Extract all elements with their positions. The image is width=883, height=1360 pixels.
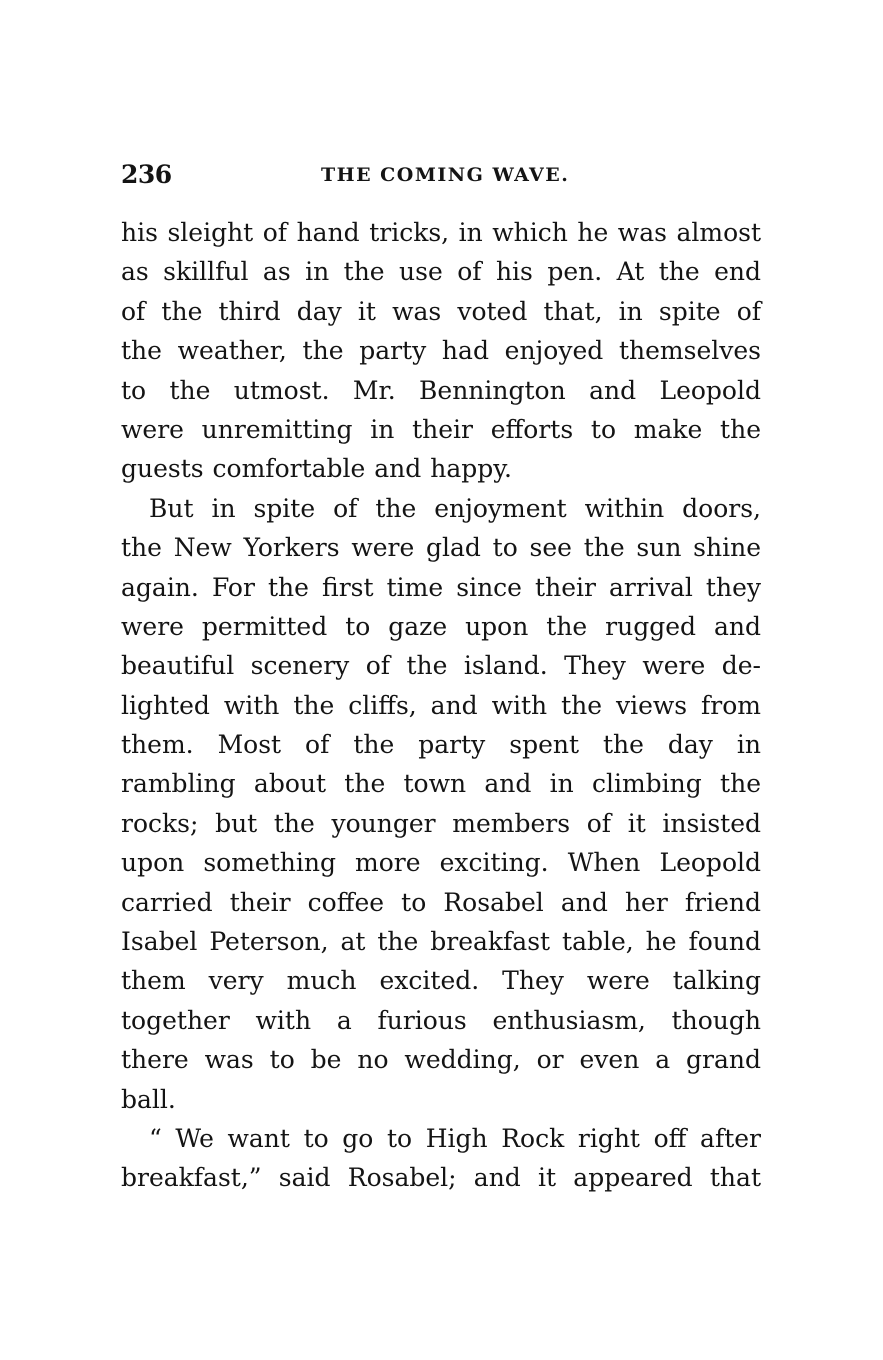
text-line: But in spite of the enjoyment within doors, bbox=[149, 493, 761, 523]
text-line: again. For the first time since their arrival they bbox=[121, 572, 761, 602]
text-line: together with a furious enthusiasm, though bbox=[121, 1005, 761, 1035]
page-header bbox=[121, 160, 761, 192]
text-line: the New Yorkers were glad to see the sun shine bbox=[121, 533, 761, 563]
text-line: “ We want to go to High Rock right off after bbox=[149, 1123, 761, 1153]
text-line: breakfast,” said Rosabel; and it appeared that bbox=[121, 1163, 761, 1193]
text-line: rocks; but the younger members of it insisted bbox=[121, 808, 761, 838]
text-line: lighted with the cliffs, and with the views from bbox=[121, 690, 761, 720]
text-line: rambling about the town and in climbing the bbox=[121, 769, 761, 799]
text-line: ball. bbox=[121, 1084, 176, 1114]
text-line: beautiful scenery of the island. They were de- bbox=[121, 651, 761, 681]
running-title: THE COMING WAVE. bbox=[321, 164, 570, 186]
body-text bbox=[121, 213, 761, 1198]
text-line: there was to be no wedding, or even a grand bbox=[121, 1045, 761, 1075]
text-line: his sleight of hand tricks, in which he was almost bbox=[121, 218, 761, 247]
text-line: the weather, the party had enjoyed themselves bbox=[121, 336, 761, 366]
text-line: guests comfortable and happy. bbox=[121, 454, 512, 484]
text-line: them. Most of the party spent the day in bbox=[121, 730, 761, 760]
text-line: to the utmost. Mr. Bennington and Leopold bbox=[121, 375, 761, 405]
page-number: 236 bbox=[121, 160, 172, 189]
text-line: them very much excited. They were talking bbox=[121, 966, 761, 996]
text-line: carried their coffee to Rosabel and her friend bbox=[121, 887, 761, 917]
text-line: were permitted to gaze upon the rugged and bbox=[121, 611, 761, 641]
text-line: were unremitting in their efforts to make the bbox=[121, 414, 761, 444]
text-line: as skillful as in the use of his pen. At the end bbox=[121, 257, 761, 287]
text-line: upon something more exciting. When Leopold bbox=[121, 848, 761, 878]
text-line: of the third day it was voted that, in spite of bbox=[121, 296, 761, 326]
text-line: Isabel Peterson, at the breakfast table, he found bbox=[121, 927, 761, 957]
